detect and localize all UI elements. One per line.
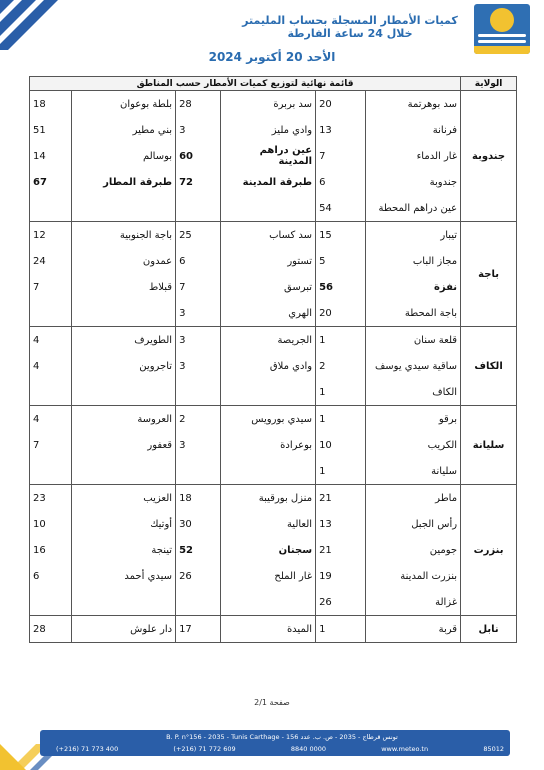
rainfall-value: 19 [316,563,366,589]
station-name: قلعة سنان [366,327,461,354]
station-name [72,379,176,406]
table-row [30,143,517,169]
table-row [30,91,517,118]
rainfall-value [30,379,72,406]
station-name: تينجة [72,537,176,563]
rainfall-value [176,589,221,616]
station-name: سد كساب [221,222,316,249]
state-name: سليانة [461,406,517,485]
table-row [30,353,517,379]
station-name: بوعرادة [221,432,316,458]
rainfall-value [30,195,72,222]
station-name: برقو [366,406,461,433]
rainfall-value: 30 [176,511,221,537]
report-date: الأحد 20 أكتوبر 2024 [208,50,336,64]
station-name: منزل بورقيبة [221,485,316,512]
table-row [30,195,517,222]
rainfall-value: 12 [30,222,72,249]
rainfall-value: 7 [30,274,72,300]
station-name: الهري [221,300,316,327]
rainfall-value [176,458,221,485]
rainfall-value: 25 [176,222,221,249]
station-name: باجة المحطة [366,300,461,327]
rainfall-value: 18 [176,485,221,512]
table-row [30,379,517,406]
table-row [30,248,517,274]
rainfall-value: 24 [30,248,72,274]
rainfall-value: 6 [176,248,221,274]
state-column-header: الولاية [461,77,517,91]
station-name: سد بوهرتمة [366,91,461,118]
phone-1: (+216) 71 773 400 [56,745,119,753]
station-name: عين دراهم المدينة [221,143,316,169]
station-name: وادي مليز [221,117,316,143]
table-row [30,327,517,354]
station-name: طبرقة المطار [72,169,176,195]
rainfall-value: 1 [316,406,366,433]
rainfall-value: 15 [316,222,366,249]
station-name: الكاف [366,379,461,406]
station-name [72,300,176,327]
station-name [221,458,316,485]
page-number: صفحة 2/1 [254,698,290,707]
station-name: باجة الجنوبية [72,222,176,249]
station-name: بني مطير [72,117,176,143]
rainfall-value: 4 [30,327,72,354]
rainfall-value: 13 [316,511,366,537]
station-name: سيدي بورويس [221,406,316,433]
station-name: جومين [366,537,461,563]
station-name: ساقية سيدي يوسف [366,353,461,379]
table-row [30,169,517,195]
station-name: الجريصة [221,327,316,354]
report-title-line2: خلال 24 ساعة الفارطة [287,27,413,40]
station-name [221,195,316,222]
rainfall-value: 6 [30,563,72,589]
institute-logo [474,4,530,54]
station-name: سيدي أحمد [72,563,176,589]
rainfall-value: 17 [176,616,221,643]
station-name: وادي ملاق [221,353,316,379]
report-title-line1: كميات الأمطار المسجلة بحساب المليمتر [242,14,458,27]
green-number: 8840 0000 [290,745,326,753]
rainfall-value: 21 [316,485,366,512]
rainfall-value: 3 [176,353,221,379]
station-name: بنزرت المدينة [366,563,461,589]
station-name: مجاز الباب [366,248,461,274]
rainfall-value: 1 [316,379,366,406]
table-row [30,511,517,537]
state-name: بنزرت [461,485,517,616]
station-name: قعفور [72,432,176,458]
rainfall-value: 21 [316,537,366,563]
table-row [30,616,517,643]
website-link[interactable]: www.meteo.tn [381,745,429,753]
station-name [72,458,176,485]
list-column-header: قائمة نهائية لتوزيع كميات الأمطار حسب المناطق [30,77,461,91]
station-name: جندوبة [366,169,461,195]
station-name [72,195,176,222]
station-name: سليانة [366,458,461,485]
rainfall-value: 1 [316,458,366,485]
station-name: الميدة [221,616,316,643]
station-name: العروسة [72,406,176,433]
rainfall-value: 10 [316,432,366,458]
rainfall-value: 23 [30,485,72,512]
station-name: الطويرف [72,327,176,354]
station-name: قربة [366,616,461,643]
station-name: أوتيك [72,511,176,537]
station-name: بلطة بوعوان [72,91,176,118]
table-header-row [30,77,517,91]
station-name: العالية [221,511,316,537]
station-name: عمدون [72,248,176,274]
station-name: سد بربرة [221,91,316,118]
station-name: طبرقة المدينة [221,169,316,195]
footer-address: B. P. n°156 - 2035 - Tunis Carthage - تونس قرطاج - 2035 - ص. ب. عدد 156 [166,733,398,741]
rainfall-value: 4 [30,353,72,379]
rainfall-value: 56 [316,274,366,300]
footer [0,714,544,770]
state-name: الكاف [461,327,517,406]
station-name: غار الملح [221,563,316,589]
table-row [30,537,517,563]
state-name: باجة [461,222,517,327]
rainfall-value: 28 [30,616,72,643]
rainfall-value: 1 [316,616,366,643]
rainfall-value: 20 [316,300,366,327]
phone-2: (+216) 71 772 609 [173,745,236,753]
table-row [30,458,517,485]
rainfall-value [30,589,72,616]
rainfall-value: 67 [30,169,72,195]
rainfall-value [176,379,221,406]
rainfall-value: 6 [316,169,366,195]
rainfall-value: 3 [176,300,221,327]
rainfall-value: 4 [30,406,72,433]
station-name: تاجروين [72,353,176,379]
station-name: تستور [221,248,316,274]
rainfall-value: 16 [30,537,72,563]
rainfall-value: 3 [176,117,221,143]
rainfall-value: 14 [30,143,72,169]
table-row [30,406,517,433]
station-name: رأس الجبل [366,511,461,537]
rainfall-value: 26 [176,563,221,589]
station-name [221,589,316,616]
sun-icon [490,8,514,32]
table-row [30,432,517,458]
rainfall-value: 3 [176,327,221,354]
station-name [221,379,316,406]
rainfall-value: 10 [30,511,72,537]
rainfall-value: 7 [316,143,366,169]
rainfall-value: 28 [176,91,221,118]
rainfall-value: 52 [176,537,221,563]
extra-number: 85012 [483,745,504,753]
rainfall-value: 2 [176,406,221,433]
station-name: تيبار [366,222,461,249]
table-row [30,222,517,249]
rainfall-value: 51 [30,117,72,143]
rainfall-value: 72 [176,169,221,195]
state-name: نابل [461,616,517,643]
rainfall-value: 60 [176,143,221,169]
footer-contacts [56,745,504,753]
station-name: دار علوش [72,616,176,643]
station-name: تبرسق [221,274,316,300]
table-row [30,274,517,300]
station-name: فرنانة [366,117,461,143]
station-name: العزيب [72,485,176,512]
rainfall-value: 26 [316,589,366,616]
rainfall-value: 5 [316,248,366,274]
rainfall-value [30,458,72,485]
station-name: غار الدماء [366,143,461,169]
report-header [240,14,460,40]
rainfall-value: 7 [30,432,72,458]
rainfall-value: 7 [176,274,221,300]
table-body [30,91,517,643]
rainfall-value: 54 [316,195,366,222]
rainfall-value: 18 [30,91,72,118]
rainfall-value: 2 [316,353,366,379]
table-row [30,563,517,589]
station-name: نفزة [366,274,461,300]
station-name [72,589,176,616]
rainfall-value: 1 [316,327,366,354]
rainfall-value: 3 [176,432,221,458]
rainfall-value [176,195,221,222]
table-row [30,485,517,512]
rainfall-table [29,76,517,643]
rainfall-value [30,300,72,327]
table-row [30,589,517,616]
station-name: غزالة [366,589,461,616]
station-name: بوسالم [72,143,176,169]
rainfall-value: 13 [316,117,366,143]
station-name: قبلاط [72,274,176,300]
station-name: سجنان [221,537,316,563]
table-row [30,300,517,327]
station-name: عين دراهم المحطة [366,195,461,222]
station-name: الكريب [366,432,461,458]
rainfall-value: 20 [316,91,366,118]
state-name: جندوبة [461,91,517,222]
table-row [30,117,517,143]
station-name: ماطر [366,485,461,512]
